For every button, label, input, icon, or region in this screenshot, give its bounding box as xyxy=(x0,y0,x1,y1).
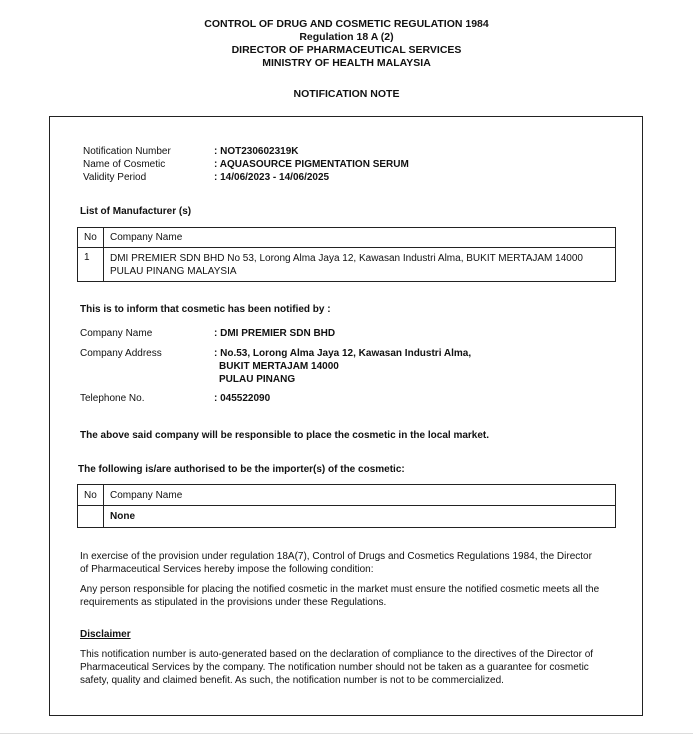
provision-paragraph xyxy=(80,550,620,576)
manufacturer-line1: DMI PREMIER SDN BHD No 53, Lorong Alma Jaya 12, Kawasan Industri Alma, BUKIT MERTAJAM 14000 xyxy=(110,252,583,264)
importers-heading: The following is/are authorised to be the importer(s) of the cosmetic: xyxy=(78,464,405,475)
disclaimer-line1: This notification number is auto-generated based on the declaration of compliance to the directives of the Director of xyxy=(80,649,594,660)
header-director: DIRECTOR OF PHARMACEUTICAL SERVICES xyxy=(231,44,462,56)
manufacturer-list-heading: List of Manufacturer (s) xyxy=(80,206,192,217)
header-regulation-title: CONTROL OF DRUG AND COSMETIC REGULATION 1984 xyxy=(204,18,489,30)
company-address-label: Company Address xyxy=(80,348,162,359)
condition-line2: requirements as stipulated in the provisions under these Regulations. xyxy=(80,597,387,608)
company-name-value: : DMI PREMIER SDN BHD xyxy=(214,328,336,339)
column-header-no: No xyxy=(78,228,104,248)
column-header-company: Company Name xyxy=(104,228,616,248)
table-row xyxy=(78,506,616,528)
disclaimer-line3: safety, quality and claimed benefit. As such, the notification number is not to be commercialized. xyxy=(80,675,504,686)
provision-line2: of Pharmaceutical Services hereby impose the following condition: xyxy=(80,564,374,575)
cosmetic-name-value: : AQUASOURCE PIGMENTATION SERUM xyxy=(214,159,409,170)
cosmetic-name-label: Name of Cosmetic xyxy=(83,159,166,170)
company-address-line3: PULAU PINANG xyxy=(219,374,296,385)
telephone-label: Telephone No. xyxy=(80,393,145,404)
manufacturer-no: 1 xyxy=(78,248,104,282)
table-row xyxy=(78,248,616,282)
validity-period-label: Validity Period xyxy=(83,172,147,183)
company-address-line2: BUKIT MERTAJAM 14000 xyxy=(219,361,339,372)
notification-note-title: NOTIFICATION NOTE xyxy=(293,88,400,100)
header-regulation-number: Regulation 18 A (2) xyxy=(299,31,394,43)
provision-line1: In exercise of the provision under regulation 18A(7), Control of Drugs and Cosmetics Regulations 1984, the Director xyxy=(80,551,592,562)
disclaimer-paragraph xyxy=(80,648,620,687)
company-name-label: Company Name xyxy=(80,328,153,339)
column-header-company: Company Name xyxy=(104,485,616,506)
header-ministry: MINISTRY OF HEALTH MALAYSIA xyxy=(262,57,431,69)
notification-number-label: Notification Number xyxy=(83,146,171,157)
condition-paragraph xyxy=(80,583,620,609)
validity-period-value: : 14/06/2023 - 14/06/2025 xyxy=(214,172,330,183)
manufacturer-line2: PULAU PINANG MALAYSIA xyxy=(110,265,237,277)
responsibility-statement: The above said company will be responsible to place the cosmetic in the local market. xyxy=(80,430,490,441)
table-header-row xyxy=(78,485,616,506)
manufacturer-table xyxy=(77,227,616,282)
importer-company: None xyxy=(104,506,616,528)
notification-number-value: : NOT230602319K xyxy=(214,146,299,157)
notified-by-heading: This is to inform that cosmetic has been notified by : xyxy=(80,304,331,315)
company-address-line1: : No.53, Lorong Alma Jaya 12, Kawasan Industri Alma, xyxy=(214,348,472,359)
document-header xyxy=(0,18,693,70)
disclaimer-heading: Disclaimer xyxy=(80,629,131,640)
telephone-value: : 045522090 xyxy=(214,393,271,404)
condition-line1: Any person responsible for placing the notified cosmetic in the market must ensure the notified cosmetic meets all the xyxy=(80,584,600,595)
manufacturer-company xyxy=(104,248,616,282)
disclaimer-line2: Pharmaceutical Services by the company. The notification number should not be taken as a guarantee for cosmetic xyxy=(80,662,589,673)
table-header-row xyxy=(78,228,616,248)
page-bottom-divider xyxy=(0,733,693,734)
importer-table xyxy=(77,484,616,528)
column-header-no: No xyxy=(78,485,104,506)
importer-no xyxy=(78,506,104,528)
